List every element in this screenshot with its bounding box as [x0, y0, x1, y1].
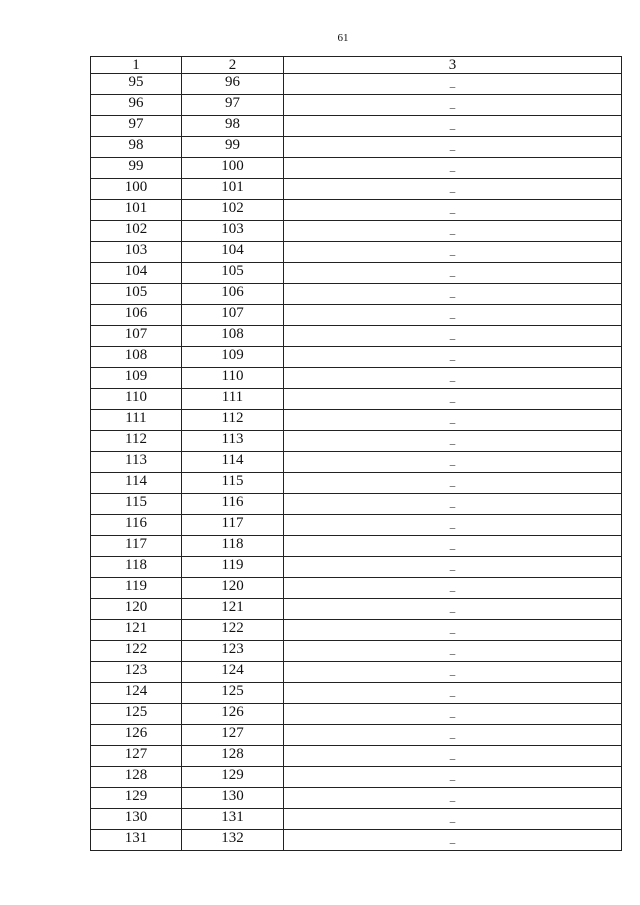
table-cell-col3: –	[284, 284, 622, 305]
table-cell-col3: –	[284, 431, 622, 452]
table-cell-col3: –	[284, 641, 622, 662]
table-row	[91, 515, 622, 536]
table-body	[91, 74, 622, 851]
table-cell-col2: 107	[182, 305, 284, 326]
table-cell-col2: 103	[182, 221, 284, 242]
table-cell-col1: 104	[91, 263, 182, 284]
table-cell-col2: 102	[182, 200, 284, 221]
table-cell-col1: 131	[91, 830, 182, 851]
table-cell-col2: 108	[182, 326, 284, 347]
table-cell-col1: 105	[91, 284, 182, 305]
table-cell-col3: –	[284, 263, 622, 284]
table-cell-col3: –	[284, 662, 622, 683]
table-row	[91, 725, 622, 746]
table-row	[91, 641, 622, 662]
table-row	[91, 410, 622, 431]
table-cell-col2: 112	[182, 410, 284, 431]
table-cell-col2: 130	[182, 788, 284, 809]
data-table	[90, 56, 622, 851]
table-cell-col3: –	[284, 410, 622, 431]
table-cell-col1: 121	[91, 620, 182, 641]
table-cell-col3: –	[284, 326, 622, 347]
table-cell-col2: 106	[182, 284, 284, 305]
table-cell-col3: –	[284, 158, 622, 179]
table-row	[91, 95, 622, 116]
table-row	[91, 473, 622, 494]
table-cell-col1: 106	[91, 305, 182, 326]
table-cell-col3: –	[284, 368, 622, 389]
table-cell-col3: –	[284, 347, 622, 368]
table-cell-col2: 97	[182, 95, 284, 116]
table-row	[91, 263, 622, 284]
page-number: 61	[337, 32, 349, 44]
table-row	[91, 326, 622, 347]
table-cell-col2: 118	[182, 536, 284, 557]
table-row	[91, 389, 622, 410]
table-cell-col2: 127	[182, 725, 284, 746]
table-cell-col1: 115	[91, 494, 182, 515]
table-cell-col1: 128	[91, 767, 182, 788]
header-row	[91, 57, 622, 74]
table-cell-col2: 96	[182, 74, 284, 95]
table-cell-col2: 124	[182, 662, 284, 683]
table-cell-col1: 98	[91, 137, 182, 158]
table-cell-col1: 120	[91, 599, 182, 620]
table-cell-col1: 102	[91, 221, 182, 242]
table-cell-col1: 119	[91, 578, 182, 599]
table-row	[91, 116, 622, 137]
table-cell-col1: 122	[91, 641, 182, 662]
table-row	[91, 242, 622, 263]
table-row	[91, 599, 622, 620]
table-row	[91, 74, 622, 95]
table-cell-col1: 100	[91, 179, 182, 200]
table-cell-col2: 105	[182, 263, 284, 284]
table-cell-col3: –	[284, 746, 622, 767]
table-cell-col3: –	[284, 389, 622, 410]
table-cell-col2: 116	[182, 494, 284, 515]
table-cell-col1: 117	[91, 536, 182, 557]
table-cell-col2: 113	[182, 431, 284, 452]
table-cell-col2: 101	[182, 179, 284, 200]
table-cell-col2: 119	[182, 557, 284, 578]
table-cell-col2: 129	[182, 767, 284, 788]
table-row	[91, 557, 622, 578]
table-cell-col3: –	[284, 536, 622, 557]
table-cell-col3: –	[284, 578, 622, 599]
table-row	[91, 767, 622, 788]
table-cell-col2: 121	[182, 599, 284, 620]
table-cell-col2: 126	[182, 704, 284, 725]
column-header-2: 2	[182, 57, 284, 74]
table-row	[91, 284, 622, 305]
table-row	[91, 305, 622, 326]
table-row	[91, 347, 622, 368]
table-cell-col1: 129	[91, 788, 182, 809]
table-row	[91, 431, 622, 452]
table-row	[91, 137, 622, 158]
table-cell-col3: –	[284, 683, 622, 704]
table-cell-col2: 100	[182, 158, 284, 179]
table-cell-col3: –	[284, 704, 622, 725]
table-cell-col3: –	[284, 515, 622, 536]
table-cell-col1: 111	[91, 410, 182, 431]
table-cell-col2: 120	[182, 578, 284, 599]
table-cell-col1: 96	[91, 95, 182, 116]
table-cell-col2: 99	[182, 137, 284, 158]
table-cell-col2: 110	[182, 368, 284, 389]
column-header-1: 1	[91, 57, 182, 74]
table-cell-col2: 104	[182, 242, 284, 263]
table-cell-col1: 126	[91, 725, 182, 746]
table-row	[91, 830, 622, 851]
table-cell-col2: 117	[182, 515, 284, 536]
table-cell-col1: 123	[91, 662, 182, 683]
table-cell-col3: –	[284, 599, 622, 620]
table-cell-col3: –	[284, 200, 622, 221]
table-cell-col3: –	[284, 809, 622, 830]
table-cell-col1: 116	[91, 515, 182, 536]
table-cell-col1: 107	[91, 326, 182, 347]
table-cell-col3: –	[284, 116, 622, 137]
table-row	[91, 683, 622, 704]
table-row	[91, 662, 622, 683]
table-cell-col3: –	[284, 242, 622, 263]
table-row	[91, 452, 622, 473]
table-cell-col3: –	[284, 830, 622, 851]
table-cell-col3: –	[284, 95, 622, 116]
table-row	[91, 809, 622, 830]
table-cell-col1: 112	[91, 431, 182, 452]
table-cell-col1: 103	[91, 242, 182, 263]
table-cell-col1: 101	[91, 200, 182, 221]
table-cell-col1: 108	[91, 347, 182, 368]
table-cell-col3: –	[284, 725, 622, 746]
table-row	[91, 221, 622, 242]
table-cell-col3: –	[284, 452, 622, 473]
table-row	[91, 620, 622, 641]
table-cell-col2: 123	[182, 641, 284, 662]
table-cell-col3: –	[284, 473, 622, 494]
table-row	[91, 704, 622, 725]
table-cell-col3: –	[284, 767, 622, 788]
table-cell-col2: 109	[182, 347, 284, 368]
table-cell-col2: 115	[182, 473, 284, 494]
table-cell-col3: –	[284, 179, 622, 200]
table-cell-col1: 118	[91, 557, 182, 578]
table-row	[91, 536, 622, 557]
table-row	[91, 746, 622, 767]
table-cell-col1: 99	[91, 158, 182, 179]
table-row	[91, 200, 622, 221]
table-cell-col1: 114	[91, 473, 182, 494]
table-cell-col3: –	[284, 557, 622, 578]
table-cell-col2: 125	[182, 683, 284, 704]
table-cell-col1: 97	[91, 116, 182, 137]
table-cell-col1: 127	[91, 746, 182, 767]
table-cell-col3: –	[284, 137, 622, 158]
table-row	[91, 494, 622, 515]
table-cell-col2: 98	[182, 116, 284, 137]
table-cell-col2: 132	[182, 830, 284, 851]
table-cell-col3: –	[284, 620, 622, 641]
table-row	[91, 578, 622, 599]
table-row	[91, 179, 622, 200]
table-header	[91, 57, 622, 74]
table-row	[91, 788, 622, 809]
table-cell-col2: 114	[182, 452, 284, 473]
table-cell-col2: 122	[182, 620, 284, 641]
table-cell-col1: 113	[91, 452, 182, 473]
column-header-3: 3	[284, 57, 622, 74]
table-cell-col2: 111	[182, 389, 284, 410]
table-cell-col2: 131	[182, 809, 284, 830]
table-cell-col3: –	[284, 221, 622, 242]
table-cell-col1: 95	[91, 74, 182, 95]
table-cell-col3: –	[284, 494, 622, 515]
table-cell-col3: –	[284, 305, 622, 326]
table-cell-col1: 109	[91, 368, 182, 389]
table-cell-col3: –	[284, 788, 622, 809]
table-cell-col1: 110	[91, 389, 182, 410]
table-cell-col2: 128	[182, 746, 284, 767]
table-cell-col3: –	[284, 74, 622, 95]
table-cell-col1: 130	[91, 809, 182, 830]
table-cell-col1: 124	[91, 683, 182, 704]
table-row	[91, 368, 622, 389]
table-row	[91, 158, 622, 179]
table-cell-col1: 125	[91, 704, 182, 725]
